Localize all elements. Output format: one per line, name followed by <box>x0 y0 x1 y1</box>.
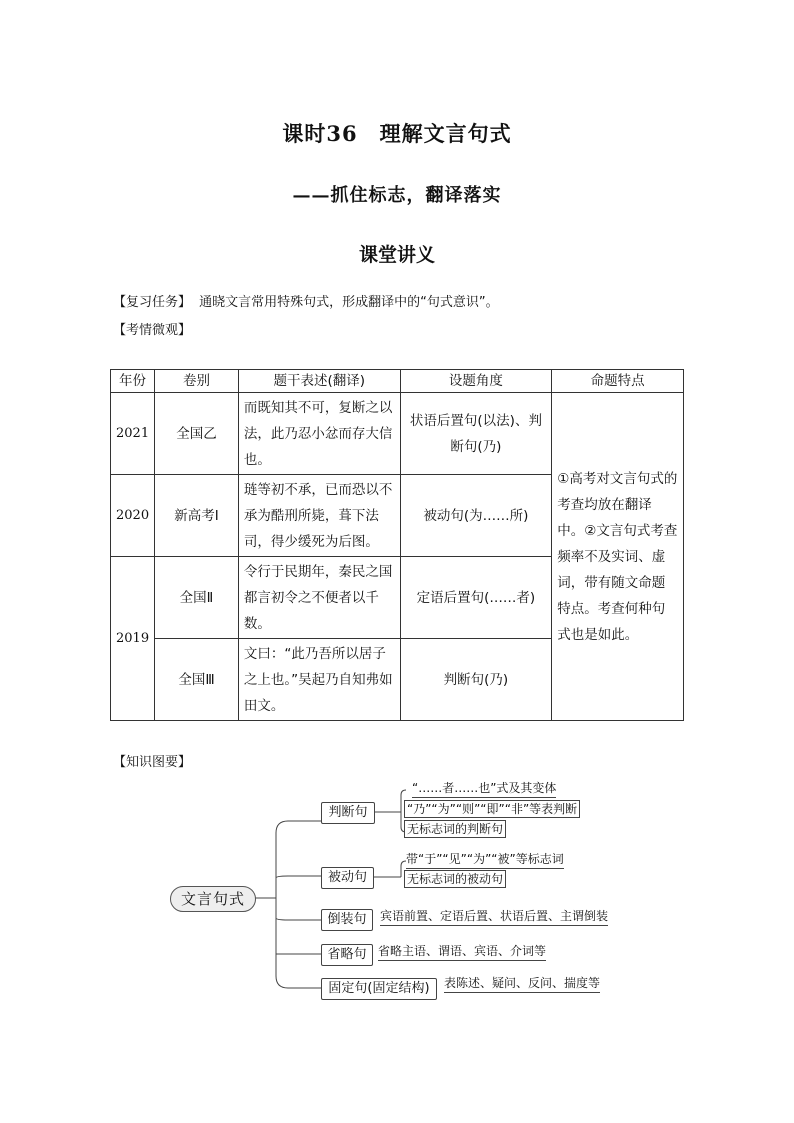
branch-omission: 省略句 <box>321 944 373 966</box>
cell-paper: 全国Ⅱ <box>155 557 239 639</box>
leaf-judgment-3: 无标志词的判断句 <box>404 820 506 838</box>
cell-angle: 状语后置句(以法)、判断句(乃) <box>400 393 552 475</box>
leaf-judgment-2: “乃”“为”“则”“即”“非”等表判断 <box>404 800 580 818</box>
leaf-inversion-1: 宾语前置、定语后置、状语后置、主谓倒装 <box>380 908 608 926</box>
cell-angle: 判断句(乃) <box>400 639 552 721</box>
header-text: 题干表述(翻译) <box>238 370 400 393</box>
cell-text: 令行于民期年，秦民之国都言初令之不便者以千数。 <box>238 557 400 639</box>
cell-text: 文曰：“此乃吾所以居子之上也。”吴起乃自知弗如田文。 <box>238 639 400 721</box>
branch-judgment: 判断句 <box>321 802 375 824</box>
mindmap-root: 文言句式 <box>170 886 256 912</box>
cell-text: 琏等初不承，已而恐以不承为酷刑所毙，葺下法司，得少缓死为后图。 <box>238 475 400 557</box>
leaf-judgment-1: “……者……也”式及其变体 <box>412 780 556 798</box>
review-text: 通晓文言常用特殊句式，形成翻译中的“句式意识”。 <box>199 295 499 310</box>
header-feature: 命题特点 <box>552 370 684 393</box>
cell-year: 2019 <box>111 557 155 721</box>
leaf-passive-1: 带“于”“见”“为”“被”等标志词 <box>406 851 564 869</box>
leaf-fixed-1: 表陈述、疑问、反问、揣度等 <box>444 975 600 993</box>
section-heading: 课堂讲义 <box>358 244 435 266</box>
header-angle: 设题角度 <box>400 370 552 393</box>
cell-paper: 全国乙 <box>155 393 239 475</box>
header-paper: 卷别 <box>155 370 239 393</box>
exam-label: 【考情微观】 <box>113 323 192 338</box>
cell-year: 2020 <box>111 475 155 557</box>
cell-angle: 定语后置句(……者) <box>400 557 552 639</box>
lesson-title: 课时36 理解文言句式 <box>282 121 512 146</box>
branch-passive: 被动句 <box>321 867 374 889</box>
leaf-omission-1: 省略主语、谓语、宾语、介词等 <box>378 943 546 961</box>
cell-paper: 全国Ⅲ <box>155 639 239 721</box>
branch-fixed: 固定句(固定结构) <box>321 978 437 1000</box>
leaf-passive-2: 无标志词的被动句 <box>404 870 506 888</box>
cell-paper: 新高考Ⅰ <box>155 475 239 557</box>
cell-feature: ①高考对文言句式的考查均放在翻译中。②文言句式考查频率不及实词、虚词，带有随文命题特点。考查何种句式也是如此。 <box>552 393 684 721</box>
review-label: 【复习任务】 <box>113 295 192 310</box>
lesson-subtitle: ——抓住标志，翻译落实 <box>292 185 502 206</box>
cell-angle: 被动句(为……所) <box>400 475 552 557</box>
cell-year: 2021 <box>111 393 155 475</box>
branch-inversion: 倒装句 <box>321 909 373 931</box>
header-year: 年份 <box>111 370 155 393</box>
cell-text: 而既知其不可，复断之以法，此乃忍小忿而存大信也。 <box>238 393 400 475</box>
knowledge-label: 【知识图要】 <box>113 755 192 770</box>
